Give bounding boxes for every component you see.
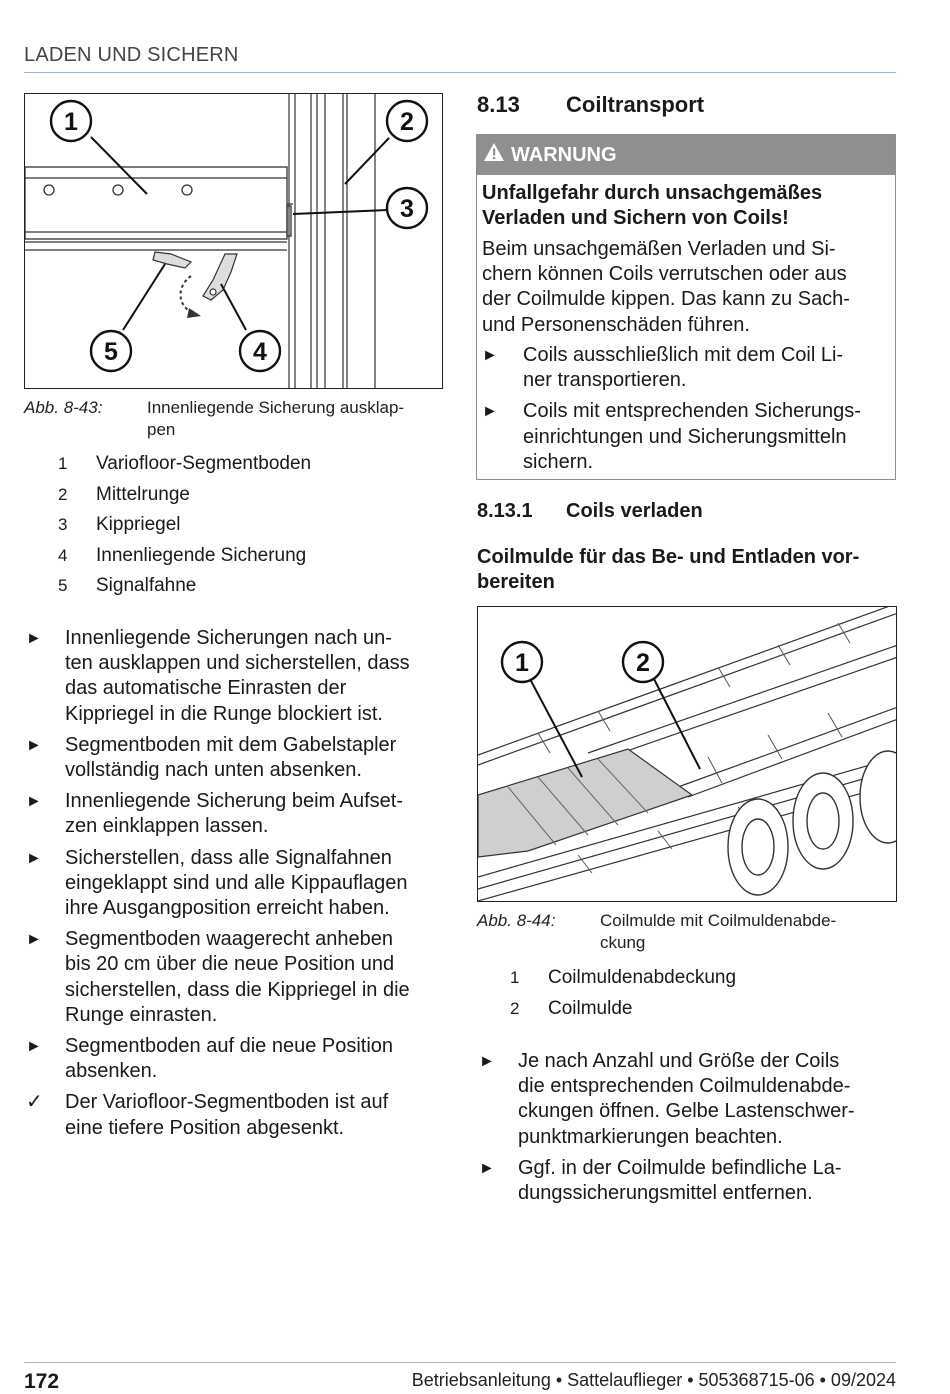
warning-title-line: Verladen und Sichern von Coils! bbox=[482, 206, 789, 229]
legend-item bbox=[510, 963, 890, 994]
legend-num: 5 bbox=[58, 576, 68, 596]
section-title bbox=[477, 92, 704, 118]
step-text-line: Innenliegende Sicherungen nach un- bbox=[65, 627, 392, 649]
instruction-step bbox=[26, 1090, 446, 1140]
step-text bbox=[523, 399, 892, 475]
callout-2: 2 bbox=[400, 108, 414, 136]
step-text bbox=[523, 343, 892, 393]
section-number: 8.13 bbox=[477, 92, 520, 117]
legend-label: Variofloor-Segmentboden bbox=[96, 453, 312, 474]
step-text-line: zen einklappen lassen. bbox=[65, 815, 269, 838]
warning-header bbox=[477, 135, 895, 175]
warning-text bbox=[482, 237, 890, 338]
step-arrow-icon: ► bbox=[482, 403, 498, 421]
step-text bbox=[65, 789, 446, 839]
callout-1: 1 bbox=[64, 108, 78, 136]
step-text-line: Kippriegel in die Runge blockiert ist. bbox=[65, 702, 383, 725]
warning-text-line: chern können Coils verrutschen oder aus bbox=[482, 263, 847, 286]
figure-8-44-caption bbox=[477, 910, 897, 956]
step-text-line: das automatische Einrasten der bbox=[65, 677, 347, 700]
legend-item bbox=[510, 994, 890, 1025]
step-text-line: Runge einrasten. bbox=[65, 1003, 218, 1026]
step-text-line: sicherstellen, dass die Kippriegel in die bbox=[65, 978, 410, 1001]
step-arrow-icon: ► bbox=[26, 849, 42, 867]
instruction-step bbox=[26, 626, 446, 727]
step-text-line: ten ausklappen und sicherstellen, dass bbox=[65, 652, 410, 675]
step-text-line: ihre Ausgangposition erreicht haben. bbox=[65, 897, 390, 920]
warning-title-line: Unfallgefahr durch unsachgemäßes bbox=[482, 182, 823, 204]
figure-8-43-legend bbox=[58, 449, 438, 602]
warning-text-line: und Personenschäden führen. bbox=[482, 313, 750, 336]
legend-label: Mittelrunge bbox=[96, 483, 190, 505]
procedure-title-line: bereiten bbox=[477, 571, 555, 593]
step-text-line: Je nach Anzahl und Größe der Coils bbox=[518, 1050, 840, 1072]
step-text-line: vollständig nach unten absenken. bbox=[65, 759, 362, 782]
right-instruction-steps bbox=[479, 1049, 899, 1212]
footer-rule bbox=[24, 1362, 896, 1363]
subsection-heading: Coils verladen bbox=[566, 500, 703, 522]
callout-5: 5 bbox=[104, 338, 118, 366]
legend-label: Coilmulde bbox=[548, 997, 633, 1019]
legend-num: 3 bbox=[58, 515, 68, 535]
figure-8-44-illustration bbox=[478, 607, 897, 902]
legend-label: Innenliegende Sicherung bbox=[96, 544, 307, 566]
callout-3: 3 bbox=[400, 195, 414, 223]
page-number: 172 bbox=[24, 1370, 60, 1393]
step-arrow-icon: ► bbox=[479, 1159, 495, 1177]
footer-text: Betriebsanleitung • Sattelauflieger • 505368715-06 • 09/2024 bbox=[411, 1370, 896, 1390]
procedure-title bbox=[477, 545, 897, 595]
caption-label: Abb. 8-44: bbox=[477, 911, 556, 930]
figure-8-44 bbox=[477, 606, 897, 902]
left-instruction-steps bbox=[26, 626, 446, 1147]
legend-label: Signalfahne bbox=[96, 575, 197, 597]
callout-4: 4 bbox=[253, 338, 267, 366]
step-text-line: sichern. bbox=[523, 450, 594, 473]
step-text-line: einrichtungen und Sicherungsmitteln bbox=[523, 425, 847, 448]
caption-line-2: ckung bbox=[600, 933, 646, 952]
header-rule bbox=[24, 72, 896, 73]
legend-item bbox=[58, 571, 438, 602]
step-text bbox=[65, 626, 446, 727]
step-text-line: absenken. bbox=[65, 1060, 158, 1083]
figure-8-43-illustration bbox=[25, 94, 443, 389]
step-text bbox=[65, 927, 446, 1028]
legend-item bbox=[58, 449, 438, 480]
legend-num: 1 bbox=[510, 968, 520, 987]
step-text-line: Innenliegende Sicherung beim Aufset- bbox=[65, 790, 404, 813]
step-text-line: Sicherstellen, dass alle Signalfahnen bbox=[65, 846, 392, 869]
step-text-line: dungssicherungsmittel entfernen. bbox=[518, 1182, 813, 1205]
step-arrow-icon: ► bbox=[479, 1053, 495, 1070]
step-text-line: punktmarkierungen beachten. bbox=[518, 1125, 783, 1148]
step-text bbox=[65, 733, 446, 783]
legend-item bbox=[58, 480, 438, 511]
warning-step bbox=[482, 399, 892, 475]
legend-label: Coilmuldenabdeckung bbox=[548, 967, 737, 988]
caption-label: Abb. 8-43: bbox=[24, 398, 103, 417]
step-text-line: eine tiefere Position abgesenkt. bbox=[65, 1116, 345, 1139]
warning-label: WARNUNG bbox=[511, 144, 617, 166]
warning-triangle-icon bbox=[483, 136, 505, 176]
step-arrow-icon: ► bbox=[26, 736, 42, 754]
check-icon: ✓ bbox=[26, 1091, 43, 1114]
step-text bbox=[65, 1034, 446, 1084]
step-text-line: ner transportieren. bbox=[523, 369, 687, 392]
callout-2: 2 bbox=[636, 649, 650, 677]
instruction-step bbox=[26, 1034, 446, 1084]
legend-item bbox=[58, 541, 438, 572]
figure-8-44-legend bbox=[510, 963, 890, 1024]
step-text-line: Segmentboden mit dem Gabelstapler bbox=[65, 733, 397, 756]
subsection-title bbox=[477, 500, 703, 523]
step-text bbox=[65, 846, 446, 922]
warning-step bbox=[482, 343, 892, 393]
step-text bbox=[518, 1049, 899, 1150]
legend-num: 4 bbox=[58, 545, 68, 565]
section-heading: Coiltransport bbox=[566, 92, 705, 117]
legend-item bbox=[58, 510, 438, 541]
callout-1: 1 bbox=[515, 649, 529, 677]
step-text-line: bis 20 cm über die neue Position und bbox=[65, 953, 395, 976]
caption-line-1: Innenliegende Sicherung ausklap- bbox=[147, 398, 405, 417]
figure-8-43 bbox=[24, 93, 443, 389]
step-text-line: Coils ausschließlich mit dem Coil Li- bbox=[523, 344, 844, 366]
step-text bbox=[65, 1090, 446, 1140]
step-text-line: Der Variofloor-Segmentboden ist auf bbox=[65, 1091, 389, 1114]
instruction-step bbox=[26, 733, 446, 783]
step-arrow-icon: ► bbox=[26, 793, 42, 811]
page-header-title: LADEN UND SICHERN bbox=[24, 44, 239, 66]
step-text-line: Coils mit entsprechenden Sicherungs- bbox=[523, 400, 861, 423]
step-text-line: Segmentboden waagerecht anheben bbox=[65, 928, 394, 951]
legend-label: Kippriegel bbox=[96, 514, 181, 536]
caption-line-2: pen bbox=[147, 420, 176, 439]
step-text-line: die entsprechenden Coilmuldenabde- bbox=[518, 1075, 851, 1098]
warning-text-line: Beim unsachgemäßen Verladen und Si- bbox=[482, 238, 836, 260]
warning-steps bbox=[482, 343, 892, 481]
instruction-step bbox=[26, 789, 446, 839]
warning-title bbox=[482, 181, 890, 230]
legend-num: 1 bbox=[58, 454, 68, 473]
step-text-line: ckungen öffnen. Gelbe Lastenschwer- bbox=[518, 1100, 855, 1123]
instruction-step bbox=[26, 846, 446, 922]
legend-num: 2 bbox=[58, 484, 68, 504]
instruction-step bbox=[479, 1049, 899, 1150]
step-text-line: Segmentboden auf die neue Position bbox=[65, 1035, 394, 1058]
step-text-line: eingeklappt sind und alle Kippauflagen bbox=[65, 871, 408, 894]
figure-8-43-caption bbox=[24, 397, 444, 443]
step-arrow-icon: ► bbox=[26, 630, 42, 647]
instruction-step bbox=[26, 927, 446, 1028]
legend-num: 2 bbox=[510, 998, 520, 1018]
procedure-title-line: Coilmulde für das Be- und Entladen vor- bbox=[477, 546, 860, 568]
step-arrow-icon: ► bbox=[482, 347, 498, 364]
step-text bbox=[518, 1156, 899, 1206]
caption-line-1: Coilmulde mit Coilmuldenabde- bbox=[600, 911, 837, 930]
instruction-step bbox=[479, 1156, 899, 1206]
step-arrow-icon: ► bbox=[26, 1038, 42, 1056]
step-arrow-icon: ► bbox=[26, 931, 42, 949]
step-text-line: Ggf. in der Coilmulde befindliche La- bbox=[518, 1156, 842, 1179]
warning-text-line: der Coilmulde kippen. Das kann zu Sach- bbox=[482, 288, 850, 311]
warning-box bbox=[476, 134, 896, 480]
subsection-number: 8.13.1 bbox=[477, 500, 533, 522]
